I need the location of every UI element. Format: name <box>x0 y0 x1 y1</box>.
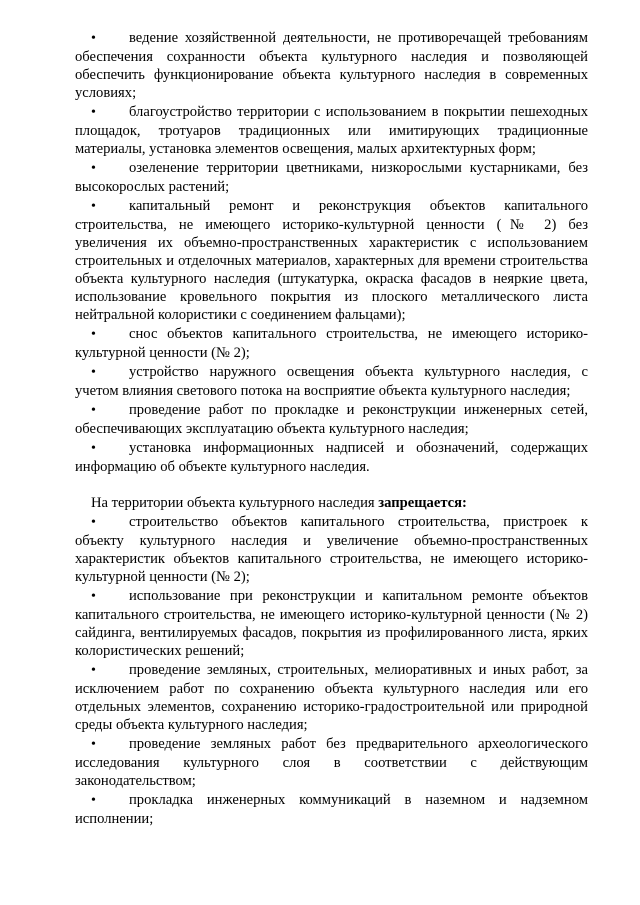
list-item-text: ведение хозяйственной деятельности, не противоречащей требованиям обеспечения сохранности объекта культурного наследия и позволяющей обеспечить функционирование объекта культурного наследия в современных условиях; <box>75 30 588 101</box>
forbidden-intro-text: На территории объекта культурного наследия <box>91 495 379 511</box>
list-item-text: благоустройство территории с использованием в покрытии пешеходных площадок, тротуаров традиционных или имитирующих традиционные материалы, установка элементов освещения, малых архитектурных форм; <box>75 104 588 157</box>
allowed-activities-list <box>75 29 588 476</box>
list-item <box>75 513 588 586</box>
bullet-icon: • <box>91 31 96 46</box>
list-item <box>75 325 588 362</box>
list-item <box>75 363 588 400</box>
list-item-text: использование при реконструкции и капитальном ремонте объектов капитального строительства, не имеющего историко-культурной ценности (№ 2) сайдинга, вентилируемых фасадов, покрытия из профилированного листа, ярких колористических решений; <box>75 588 588 659</box>
list-item <box>75 661 588 734</box>
list-item <box>75 587 588 660</box>
list-item-text: проведение земляных, строительных, мелиоративных и иных работ, за исключением работ по сохранению объекта культурного наследия или его отдельных элементов, сохранению историко-градостроительной или природной среды объекта культурного наследия; <box>75 662 588 733</box>
list-item-text: озеленение территории цветниками, низкорослыми кустарниками, без высокорослых растений; <box>75 160 588 195</box>
bullet-icon: • <box>91 105 96 120</box>
bullet-icon: • <box>91 327 96 342</box>
list-item-text: снос объектов капитального строительства, не имеющего историко-культурной ценности (№ 2); <box>75 326 588 361</box>
bullet-icon: • <box>91 199 96 214</box>
bullet-icon: • <box>91 515 96 530</box>
list-item <box>75 103 588 158</box>
list-item-text: капитальный ремонт и реконструкция объектов капитального строительства, не имеющего историко-культурной ценности (№ 2) без увеличения их объемно-пространственных характеристик с использованием строительных и отделочных материалов, характерных для времени строительства объекта культурного наследия (штукатурка, окраска фасадов в неяркие цвета, использование кровельного покрытия из плоского металлического листа нейтральной колористики с соединением фальцами); <box>75 198 588 323</box>
list-item-text: проведение работ по прокладке и реконструкции инженерных сетей, обеспечивающих эксплуатацию объекта культурного наследия; <box>75 402 588 437</box>
bullet-icon: • <box>91 793 96 808</box>
forbidden-intro <box>75 494 588 512</box>
forbidden-activities-list <box>75 513 588 828</box>
bullet-icon: • <box>91 663 96 678</box>
bullet-icon: • <box>91 403 96 418</box>
list-item <box>75 29 588 102</box>
list-item <box>75 735 588 790</box>
list-item-text: строительство объектов капитального строительства, пристроек к объекту культурного наследия и увеличение объемно-пространственных характеристик объектов капитального строительства, не имеющего историко-культурной ценности (№ 2); <box>75 514 588 585</box>
list-item <box>75 791 588 828</box>
list-item-text: прокладка инженерных коммуникаций в наземном и надземном исполнении; <box>75 792 588 827</box>
list-item-text: установка информационных надписей и обозначений, содержащих информацию об объекте культурного наследия. <box>75 440 588 475</box>
list-item <box>75 159 588 196</box>
bullet-icon: • <box>91 441 96 456</box>
list-item-text: проведение земляных работ без предварительного археологического исследования культурного слоя в соответствии с действующим законодательством; <box>75 736 588 789</box>
bullet-icon: • <box>91 589 96 604</box>
list-item <box>75 197 588 324</box>
list-item <box>75 439 588 476</box>
list-item <box>75 401 588 438</box>
forbidden-intro-bold: запрещается: <box>378 495 467 511</box>
bullet-icon: • <box>91 161 96 176</box>
bullet-icon: • <box>91 365 96 380</box>
list-item-text: устройство наружного освещения объекта культурного наследия, с учетом влияния светового потока на восприятие объекта культурного наследия; <box>75 364 588 399</box>
paragraph-gap <box>75 477 588 494</box>
bullet-icon: • <box>91 737 96 752</box>
